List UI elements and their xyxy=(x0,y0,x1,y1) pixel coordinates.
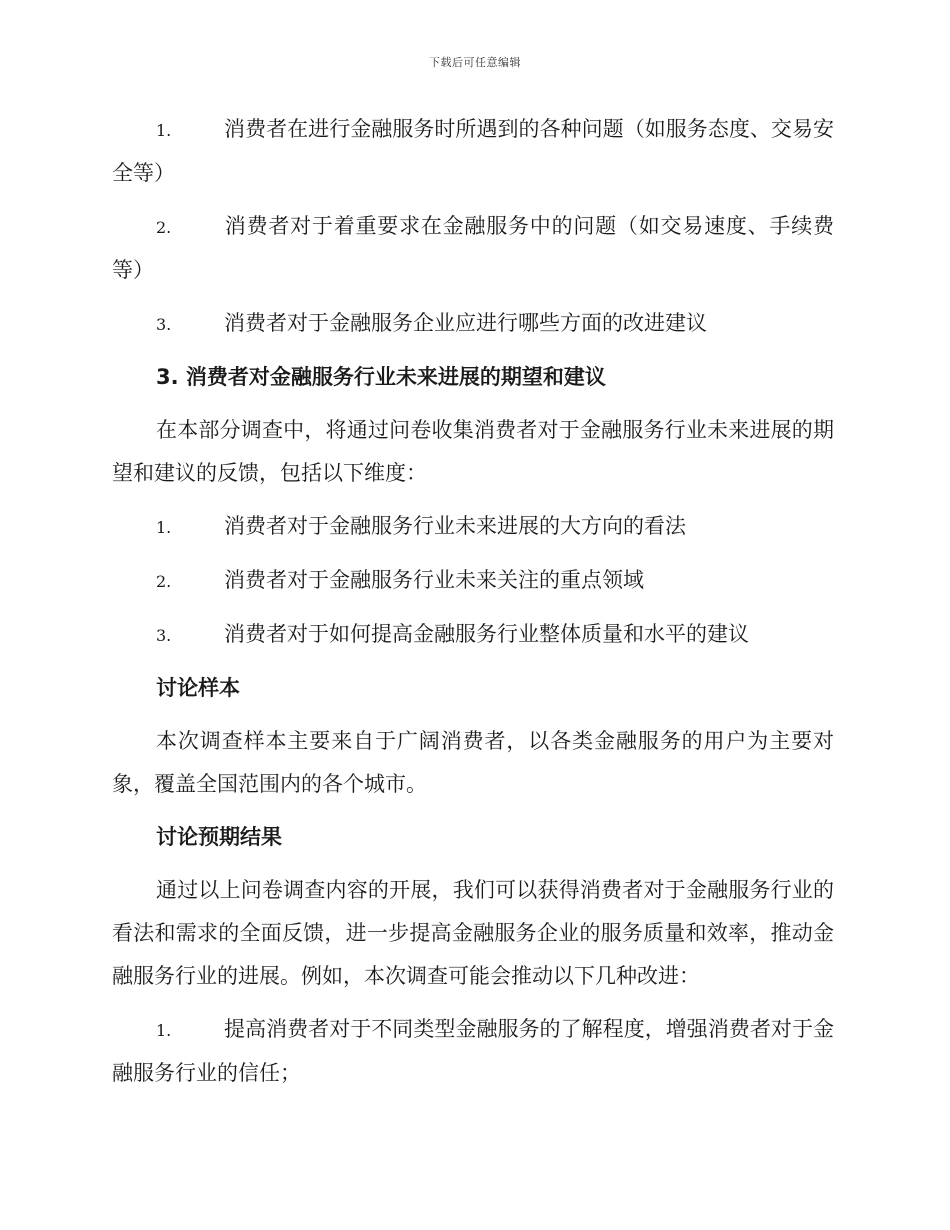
list-item-text: 消费者对于金融服务企业应进行哪些方面的改进建议 xyxy=(224,311,707,335)
paragraph: 在本部分调查中，将通过问卷收集消费者对于金融服务行业未来进展的期望和建议的反馈，包括以下维度： xyxy=(112,418,834,485)
section-heading: 讨论预期结果 xyxy=(156,825,282,849)
list-number: 1. xyxy=(156,1021,172,1040)
list-number: 3. xyxy=(156,626,172,645)
section-heading: 讨论样本 xyxy=(156,676,240,700)
section-heading: 3. 消费者对金融服务行业未来进展的期望和建议 xyxy=(156,365,606,389)
list-item-text: 消费者对于着重要求在金融服务中的问题（如交易速度、手续费等） xyxy=(112,214,834,282)
list-number: 1. xyxy=(156,121,172,140)
list-item xyxy=(112,559,834,603)
list-number: 1. xyxy=(156,518,172,537)
page-header: 下载后可任意编辑 xyxy=(429,56,521,69)
list-item xyxy=(112,205,834,292)
list-item xyxy=(112,1008,834,1095)
document-body xyxy=(112,108,834,1105)
list-item xyxy=(112,108,834,195)
list-item-text: 消费者在进行金融服务时所遇到的各种问题（如服务态度、交易安全等） xyxy=(112,117,834,185)
list-item xyxy=(112,613,834,657)
paragraph: 通过以上问卷调查内容的开展，我们可以获得消费者对于金融服务行业的看法和需求的全面反馈，进一步提高金融服务企业的服务质量和效率，推动金融服务行业的进展。例如，本次调查可能会推动以下几种改进： xyxy=(112,878,834,988)
list-number: 2. xyxy=(156,218,172,237)
paragraph: 本次调查样本主要来自于广阔消费者，以各类金融服务的用户为主要对象，覆盖全国范围内的各个城市。 xyxy=(112,729,834,796)
list-number: 2. xyxy=(156,572,172,591)
list-item-text: 消费者对于如何提高金融服务行业整体质量和水平的建议 xyxy=(224,622,749,646)
list-item-text: 消费者对于金融服务行业未来关注的重点领域 xyxy=(224,568,644,592)
list-item xyxy=(112,505,834,549)
list-number: 3. xyxy=(156,315,172,334)
list-item xyxy=(112,302,834,346)
list-item-text: 消费者对于金融服务行业未来进展的大方向的看法 xyxy=(224,514,686,538)
list-item-text: 提高消费者对于不同类型金融服务的了解程度，增强消费者对于金融服务行业的信任； xyxy=(112,1017,834,1085)
